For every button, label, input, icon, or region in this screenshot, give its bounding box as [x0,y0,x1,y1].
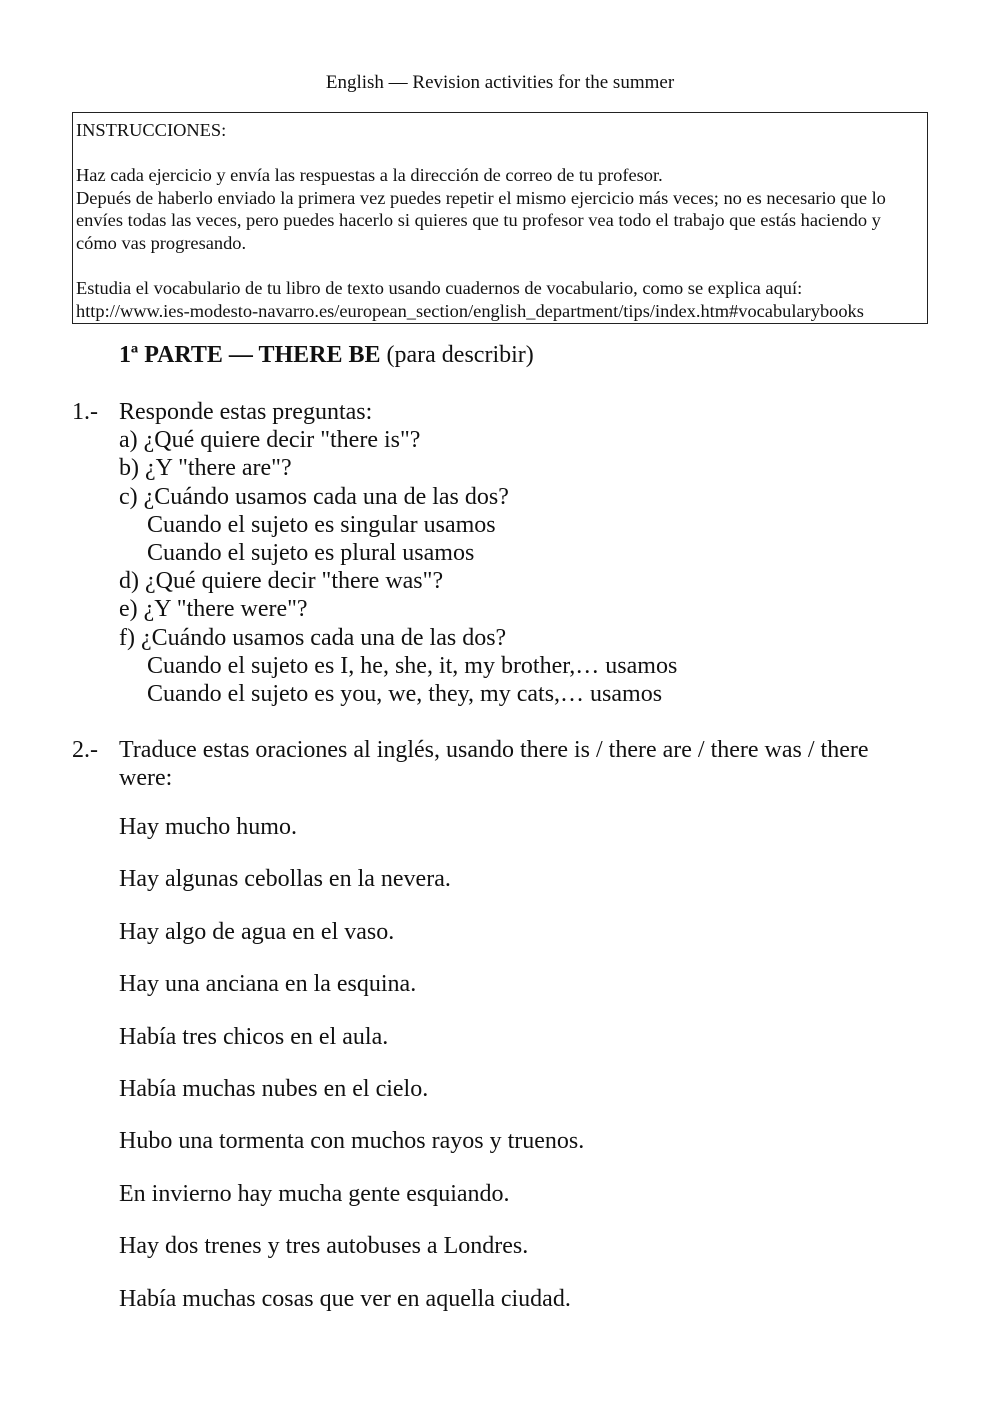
exercise-body [119,398,909,708]
section-title [119,340,534,370]
question-item: c) ¿Cuándo usamos cada una de las dos? [119,483,509,510]
exercise-2 [72,736,932,796]
answer-line: Cuando el sujeto es singular usamos [147,511,496,538]
sentence-item: Hay algunas cebollas en la nevera. [119,866,451,893]
spacer [76,255,923,278]
instructions-line: Haz cada ejercicio y envía las respuestas a la dirección de correo de tu profesor. [76,165,663,186]
sentence-item: Había muchas nubes en el cielo. [119,1075,429,1102]
exercise-number: 2.- [72,737,98,763]
sentence-item: Hubo una tormenta con muchos rayos y truenos. [119,1128,585,1155]
exercise-prompt: Traduce estas oraciones al inglés, usando there is / there are / there was / there were: [119,737,869,792]
question-item: d) ¿Qué quiere decir "there was"? [119,568,444,595]
question-item: a) ¿Qué quiere decir "there is"? [119,427,421,454]
sentence-item: Hay mucho humo. [119,814,297,840]
sentence-item: Hay algo de agua en el vaso. [119,918,395,945]
sentence-item: Había muchas cosas que ver en aquella ciudad. [119,1285,571,1312]
exercise-1 [72,398,932,708]
question-item: e) ¿Y "there were"? [119,596,308,623]
question-item: b) ¿Y "there are"? [119,455,292,482]
vocabulary-link[interactable]: http://www.ies-modesto-navarro.es/european_section/english_department/tips/index.htm#vocabularybooks [76,300,864,321]
section-title-bold: 1ª PARTE — THERE BE [119,342,381,368]
sentence-item: Hay una anciana en la esquina. [119,971,417,998]
answer-line: Cuando el sujeto es plural usamos [147,540,475,567]
exercise-prompt: Responde estas preguntas: [119,399,373,425]
exercise-number: 1.- [72,399,98,425]
sentence-list [119,812,584,1336]
answer-line: Cuando el sujeto es you, we, they, my cats,… usamos [147,681,663,708]
instructions-box [72,112,928,324]
sentence-item: Había tres chicos en el aula. [119,1023,389,1050]
question-item: f) ¿Cuándo usamos cada una de las dos? [119,624,507,651]
page-title: English — Revision activities for the summer [325,72,675,93]
instructions-line: Depués de haberlo enviado la primera vez puedes repetir el mismo ejercicio más veces; no es necesario que lo envíes todas las veces, pero puedes hacerlo si quieres que tu profesor vea todo el trabajo que estás haciendo y cómo vas progresando. [76,187,886,253]
section-title-normal: (para describir) [380,342,534,368]
answer-line: Cuando el sujeto es I, he, she, it, my brother,… usamos [147,652,678,679]
sentence-item: En invierno hay mucha gente esquiando. [119,1180,510,1207]
instructions-line: Estudia el vocabulario de tu libro de texto usando cuadernos de vocabulario, como se explica aquí: [76,278,803,299]
sentence-item: Hay dos trenes y tres autobuses a Londres. [119,1233,529,1260]
instructions-heading: INSTRUCCIONES: [76,120,227,140]
spacer [76,142,923,165]
